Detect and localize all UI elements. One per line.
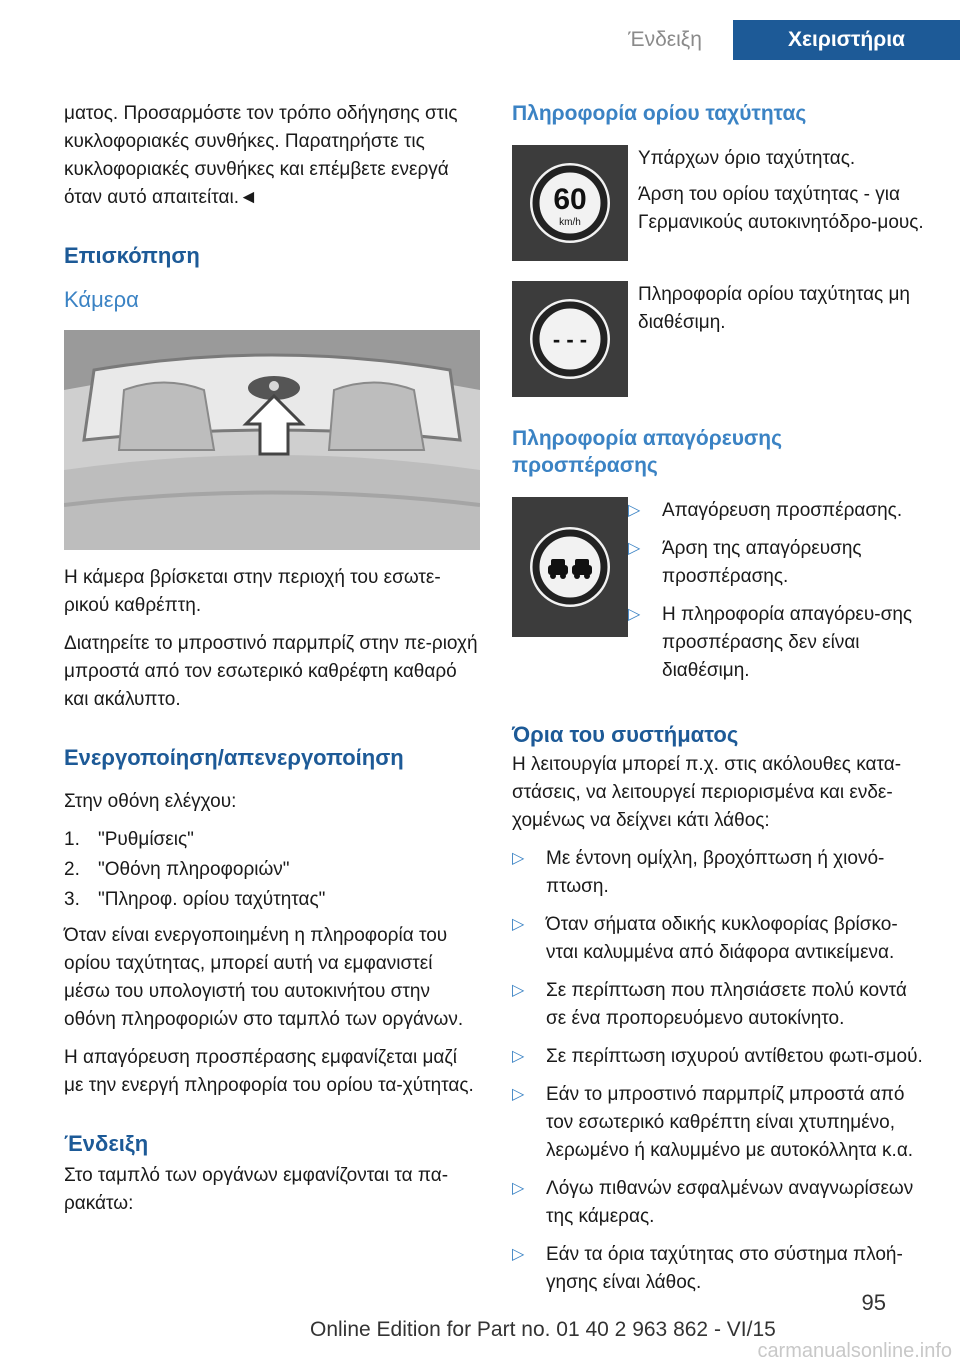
page-number: 95 [861, 1290, 886, 1315]
step-number: 1. [64, 829, 80, 850]
triangle-bullet-icon: ▷ [628, 606, 641, 623]
list-item-text: Η πληροφορία απαγόρευ-σης προσπέρασης δεν είναι διαθέσιμη. [662, 604, 913, 681]
speed-limit-sign-row [512, 145, 928, 261]
watermark: carmanualsonline.info [757, 1340, 952, 1362]
list-item-text: Εάν το μπροστινό παρμπρίζ μπροστά από τον εσωτερικό καθρέπτη είναι χτυπημένο, λερωμένο ή καλυμμένο με αυτοκόλλητα κ.α. [546, 1084, 914, 1161]
triangle-bullet-icon: ▷ [512, 982, 525, 999]
camera-location-photo [64, 330, 480, 550]
triangle-bullet-icon: ▷ [628, 502, 641, 519]
display-text: Στο ταμπλό των οργάνων εμφανίζονται τα πα-ρακάτω: [64, 1165, 449, 1214]
no-overtaking-sign-icon [512, 497, 628, 637]
edition-footer: Online Edition for Part no. 01 40 2 963 862 - VI/15 [310, 1318, 776, 1341]
list-item-text: Με έντονη ομίχλη, βροχόπτωση ή χιονό-πτωση. [546, 848, 885, 897]
display-heading: Ένδειξη [64, 1131, 149, 1156]
triangle-bullet-icon: ▷ [628, 540, 641, 557]
limits-heading: Όρια του συστήματος [512, 722, 739, 747]
overtake-sign-row [512, 497, 928, 695]
limits-intro: Η λειτουργία μπορεί π.χ. στις ακόλουθες κατα-στάσεις, να λειτουργεί περιορισμένα και ενδε-χομένως να δείχνει κάτι λάθος: [512, 754, 902, 831]
list-item-text: Απαγόρευση προσπέρασης. [662, 500, 903, 521]
list-item-text: Σε περίπτωση ισχυρού αντίθετου φωτι-σμού. [546, 1046, 923, 1067]
list-item-text: Όταν σήματα οδικής κυκλοφορίας βρίσκο-νται καλυμμένα από διάφορα αντικείμενα. [546, 914, 898, 963]
speed-unavailable-sign-icon [512, 281, 628, 397]
section-tab: Ένδειξη [628, 28, 702, 51]
triangle-bullet-icon: ▷ [512, 1048, 525, 1065]
overtake-heading: Πληροφορία απαγόρευσης προσπέρασης [512, 427, 783, 477]
limits-list [512, 845, 928, 1297]
list-item [628, 497, 928, 525]
speed-unavailable-sign-row [512, 281, 928, 397]
activation-intro: Στην οθόνη ελέγχου: [64, 791, 237, 812]
camera-heading: Κάμερα [64, 287, 139, 312]
intro-continuation: ματος. Προσαρμόστε τον τρόπο οδήγησης στις κυκλοφοριακές συνθήκες. Παρατηρήστε τις κυκλοφοριακές συνθήκες και επέμβετε ενεργά όταν αυτό απαιτείται.◄ [64, 103, 458, 208]
right-column [512, 100, 928, 1307]
list-item [512, 1081, 928, 1165]
step-number: 3. [64, 889, 80, 910]
left-column [64, 100, 480, 1228]
step-item [64, 856, 480, 884]
speed-limit-sign-text [638, 145, 928, 261]
overview-heading: Επισκόπηση [64, 243, 200, 268]
list-item [628, 535, 928, 591]
list-item [628, 601, 928, 685]
activation-text-1: Όταν είναι ενεργοποιημένη η πληροφορία του ορίου ταχύτητας, μπορεί αυτή να εμφανιστεί μέσω του υπολογιστή του αυτοκινήτου στην οθόνη πληροφοριών στο ταμπλό των οργάνων. [64, 925, 464, 1030]
speed-text-1: Υπάρχων όριο ταχύτητας. [638, 148, 856, 169]
step-number: 2. [64, 859, 80, 880]
list-item-text: Άρση της απαγόρευσης προσπέρασης. [662, 538, 862, 587]
step-text: "Πληροφ. ορίου ταχύτητας" [98, 889, 326, 910]
speed-text-2: Άρση του ορίου ταχύτητας - για Γερμανικούς αυτοκινητόδρο-μους. [638, 184, 924, 233]
triangle-bullet-icon: ▷ [512, 1180, 525, 1197]
triangle-bullet-icon: ▷ [512, 916, 525, 933]
activation-heading: Ενεργοποίηση/απενεργοποίηση [64, 745, 404, 770]
list-item-text: Εάν τα όρια ταχύτητας στο σύστημα πλοή-γησης είναι λάθος. [546, 1244, 903, 1293]
list-item-text: Σε περίπτωση που πλησιάσετε πολύ κοντά σε ένα προπορευόμενο αυτοκίνητο. [546, 980, 907, 1029]
header-bar [0, 0, 960, 60]
list-item-text: Λόγω πιθανών εσφαλμένων αναγνωρίσεων της κάμερας. [546, 1178, 914, 1227]
list-item [512, 1241, 928, 1297]
chapter-tab: Χειριστήρια [733, 20, 960, 60]
list-item [512, 1175, 928, 1231]
speed-unavailable-sign-text [638, 281, 928, 397]
list-item [512, 845, 928, 901]
activation-text-2: Η απαγόρευση προσπέρασης εμφανίζεται μαζί με την ενεργή πληροφορία του ορίου τα-χύτητας. [64, 1047, 474, 1096]
step-item [64, 826, 480, 854]
sign-unavailable-text: - - - [552, 327, 588, 352]
speed-text-3: Πληροφορία ορίου ταχύτητας μη διαθέσιμη. [638, 284, 911, 333]
sign-speed-unit: km/h [559, 217, 581, 228]
triangle-bullet-icon: ▷ [512, 850, 525, 867]
triangle-bullet-icon: ▷ [512, 1246, 525, 1263]
speed-limit-heading: Πληροφορία ορίου ταχύτητας [512, 102, 807, 125]
triangle-bullet-icon: ▷ [512, 1086, 525, 1103]
list-item [512, 911, 928, 967]
camera-text-1: Η κάμερα βρίσκεται στην περιοχή του εσωτε-ρικού καθρέπτη. [64, 567, 441, 616]
step-text: "Ρυθμίσεις" [98, 829, 194, 850]
sign-speed-value: 60 [553, 183, 587, 216]
step-item [64, 886, 480, 914]
activation-steps [64, 826, 480, 914]
list-item [512, 1043, 928, 1071]
list-item [512, 977, 928, 1033]
overtake-list [628, 497, 928, 695]
camera-text-2: Διατηρείτε το μπροστινό παρμπρίζ στην πε-ριοχή μπροστά από τον εσωτερικό καθρέφτη καθαρό και ακάλυπτο. [64, 633, 478, 710]
step-text: "Οθόνη πληροφοριών" [98, 859, 290, 880]
speed-limit-sign-icon [512, 145, 628, 261]
